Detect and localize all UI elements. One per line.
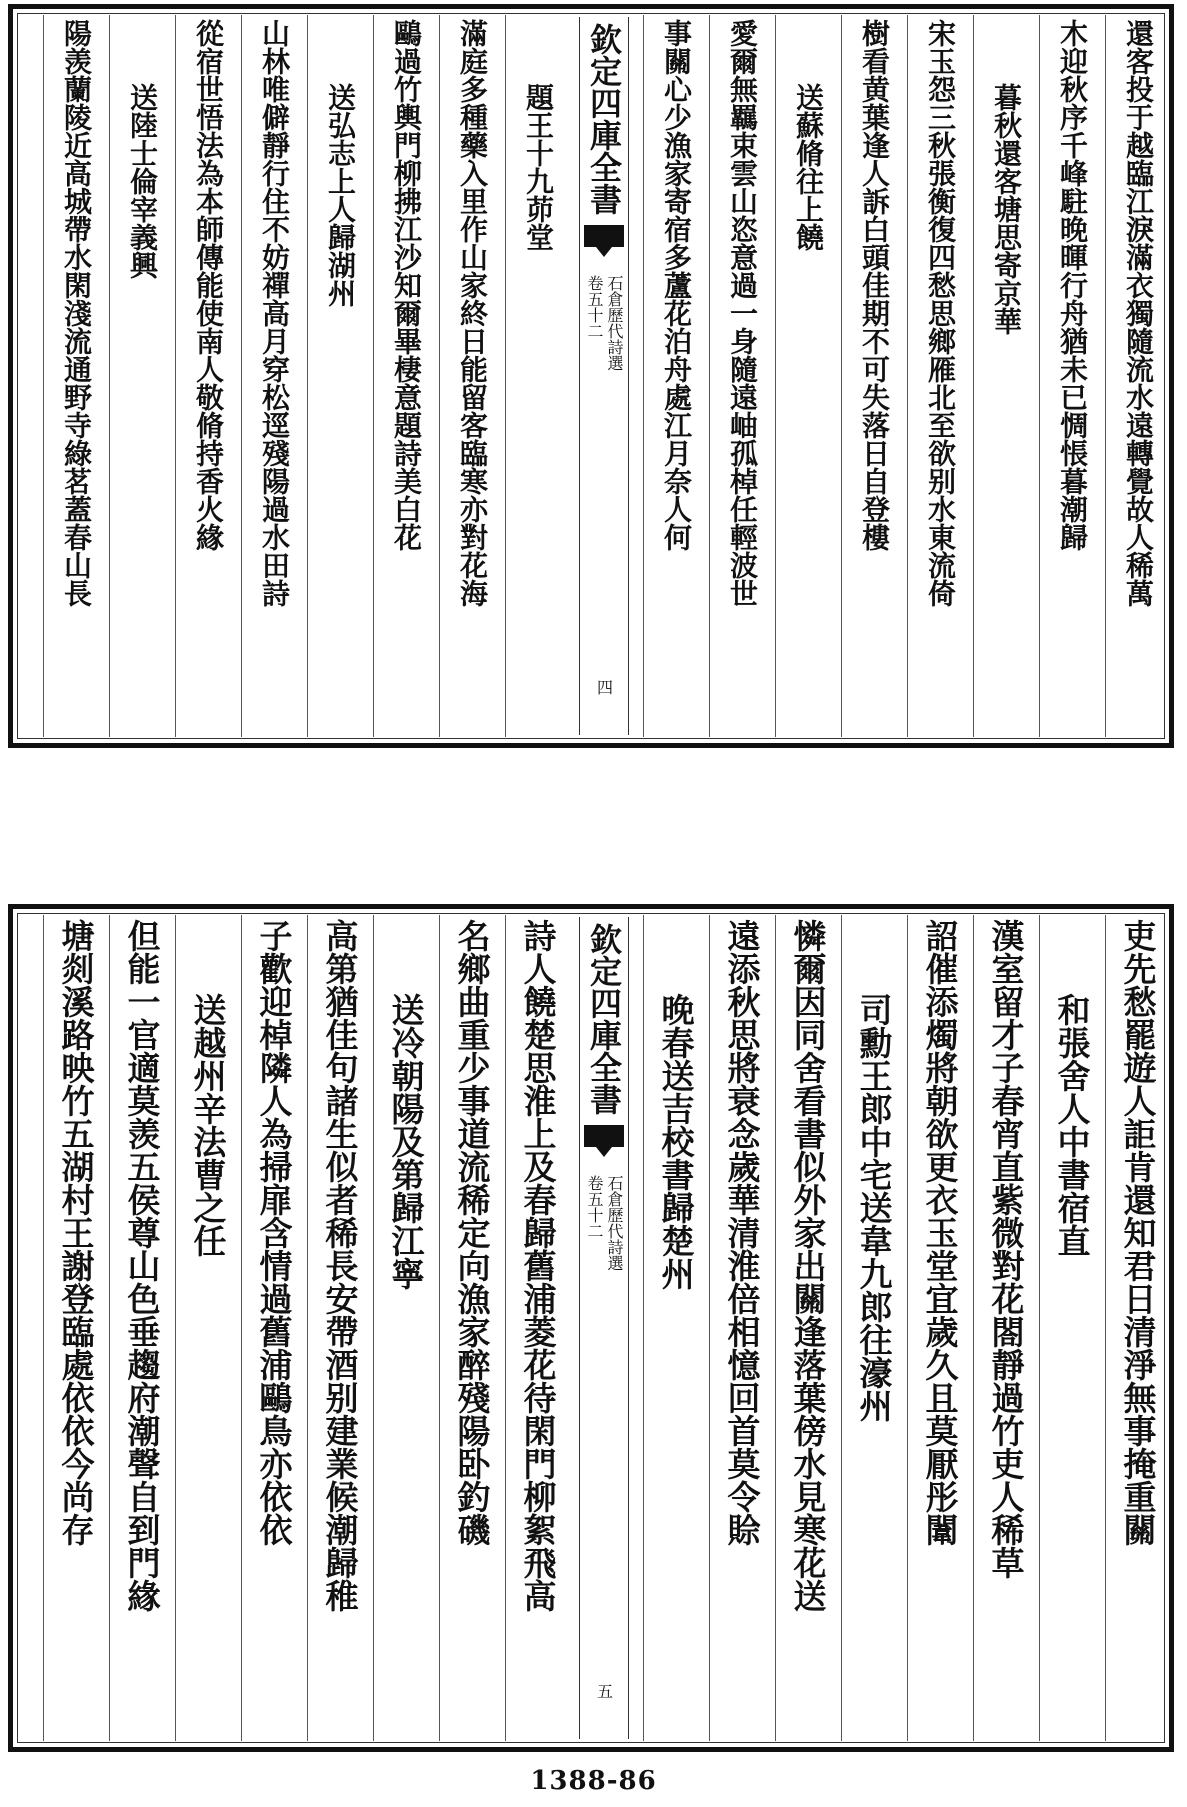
poem-line: 從宿世悟法為本師傳能使南人敬脩持香火緣 [192, 19, 225, 551]
column-rule [643, 15, 644, 737]
text-column [51, 919, 101, 1737]
poem-line: 鷗過竹輿門柳拂江沙知爾畢棲意題詩美白花 [390, 19, 423, 551]
text-column [717, 919, 767, 1737]
text-column [783, 919, 833, 1737]
poem-line: 名鄉曲重少事道流稀定向漁家醉殘陽卧釣磯 [452, 919, 492, 1546]
poem-line: 遠添秋思將衰念歲華清淮倍相憶回首莫令賒 [722, 919, 762, 1546]
text-column [51, 19, 101, 733]
text-column [513, 19, 563, 733]
text-column [183, 919, 233, 1737]
column-rule [439, 915, 440, 1741]
poem-line: 樹看黄葉逢人訴白頭佳期不可失落日自登樓 [858, 19, 891, 551]
page-number: 1388-86 [530, 1766, 657, 1796]
bottom-center-book: 石倉歷代詩選 [605, 1175, 624, 1271]
column-rule [907, 15, 908, 737]
column-rule [841, 15, 842, 737]
text-column [381, 19, 431, 733]
column-rule [907, 915, 908, 1741]
text-column [915, 19, 965, 733]
top-center-info [585, 275, 623, 371]
column-rule [973, 915, 974, 1741]
bottom-fishtail-mark [584, 1125, 624, 1159]
column-rule [43, 15, 44, 737]
poem-line: 事關心少漁家寄宿多蘆花泊舟處江月奈人何 [660, 19, 693, 551]
poem-title: 暮秋還客塘思寄京華 [990, 83, 1023, 335]
text-column [1113, 19, 1163, 733]
top-center-page: 四 [594, 679, 614, 695]
poem-title: 送冷朝陽及第歸江寧 [386, 993, 426, 1290]
text-column [915, 919, 965, 1737]
text-column [447, 19, 497, 733]
bottom-center-page: 五 [594, 1683, 614, 1699]
text-column [717, 19, 767, 733]
column-rule [505, 915, 506, 1741]
column-rule [643, 915, 644, 1741]
column-rule [1039, 15, 1040, 737]
poem-title: 送越州辛法曹之任 [188, 993, 228, 1257]
column-rule [307, 915, 308, 1741]
poem-line: 陽羡蘭陵近高城帶水閑淺流通野寺綠茗蓋春山長 [60, 19, 93, 607]
poem-line: 詩人饒楚思淮上及春歸舊浦菱花待閑門柳絮飛高 [518, 919, 558, 1612]
top-page-frame [8, 4, 1174, 748]
column-rule [709, 915, 710, 1741]
poem-title: 和張舍人中書宿直 [1052, 993, 1092, 1257]
poem-line: 子歡迎棹隣人為掃扉含情過舊浦鷗鳥亦依依 [254, 919, 294, 1546]
column-rule [973, 15, 974, 737]
column-rule [1105, 15, 1106, 737]
top-center-book: 石倉歷代詩選 [605, 275, 624, 371]
poem-line: 還客投于越臨江淚滿衣獨隨流水遠轉覺故人稀萬 [1122, 19, 1155, 607]
poem-line: 憐爾因同舍看書似外家出關逢落葉傍水見寒花送 [788, 919, 828, 1612]
column-rule [43, 915, 44, 1741]
column-rule [505, 15, 506, 737]
text-column [849, 919, 899, 1737]
top-fishtail-mark [584, 225, 624, 259]
poem-line: 吏先愁罷遊人詎肯還知君日清淨無事掩重關 [1118, 919, 1158, 1546]
poem-line: 木迎秋序千峰駐晚暉行舟猶未已惆悵暮潮歸 [1056, 19, 1089, 551]
text-column [315, 19, 365, 733]
column-rule [775, 15, 776, 737]
column-rule [109, 915, 110, 1741]
poem-line: 詔催添燭將朝欲更衣玉堂宜歲久且莫厭彤闈 [920, 919, 960, 1546]
text-column [513, 919, 563, 1737]
bottom-center-volume: 卷五十二 [585, 1175, 604, 1239]
text-column [651, 919, 701, 1737]
text-column [315, 919, 365, 1737]
top-page-center-fold [579, 17, 629, 735]
column-rule [1039, 915, 1040, 1741]
text-column [381, 919, 431, 1737]
poem-title: 題王十九茆堂 [522, 83, 555, 251]
text-column [249, 919, 299, 1737]
bottom-center-title: 欽定四庫全書 [585, 923, 623, 1115]
bottom-center-info [585, 1175, 623, 1271]
top-center-title: 欽定四庫全書 [585, 23, 623, 215]
column-rule [1105, 915, 1106, 1741]
column-rule [373, 915, 374, 1741]
text-column [249, 19, 299, 733]
poem-title: 送陸士倫宰義興 [126, 83, 159, 279]
text-column [183, 19, 233, 733]
poem-title: 送蘇脩往上饒 [792, 83, 825, 251]
poem-line: 高第猶佳句諸生似者稀長安帶酒别建業候潮歸稚 [320, 919, 360, 1612]
poem-line: 但能一官適莫羡五侯尊山色垂趨府潮聲自到門緣 [122, 919, 162, 1612]
poem-line: 山林唯僻靜行住不妨禪高月穿松逕殘陽過水田詩 [258, 19, 291, 607]
column-rule [241, 15, 242, 737]
text-column [981, 19, 1031, 733]
poem-line: 塘剡溪路映竹五湖村王謝登臨處依依今尚存 [56, 919, 96, 1546]
text-column [117, 19, 167, 733]
poem-title: 晚春送吉校書歸楚州 [656, 993, 696, 1290]
text-column [117, 919, 167, 1737]
column-rule [241, 915, 242, 1741]
text-column [651, 19, 701, 733]
poem-line: 滿庭多種藥入里作山家終日能留客臨寒亦對花海 [456, 19, 489, 607]
text-column [783, 19, 833, 733]
text-column [981, 919, 1031, 1737]
column-rule [109, 15, 110, 737]
text-column [447, 919, 497, 1737]
text-column [1047, 919, 1097, 1737]
column-rule [175, 15, 176, 737]
bottom-page-frame [8, 904, 1174, 1752]
column-rule [373, 15, 374, 737]
column-rule [775, 915, 776, 1741]
bottom-page-center-fold [579, 917, 629, 1739]
poem-line: 愛爾無羈束雲山恣意過一身隨遠岫孤棹任輕波世 [726, 19, 759, 607]
column-rule [439, 15, 440, 737]
column-rule [175, 915, 176, 1741]
text-column [1047, 19, 1097, 733]
poem-title: 司勳王郎中宅送韋九郎往濠州 [854, 993, 894, 1422]
poem-line: 宋玉怨三秋張衡復四愁思鄉雁北至欲别水東流倚 [924, 19, 957, 607]
poem-title: 送弘志上人歸湖州 [324, 83, 357, 307]
text-column [849, 19, 899, 733]
column-rule [841, 915, 842, 1741]
column-rule [709, 15, 710, 737]
column-rule [307, 15, 308, 737]
top-center-volume: 卷五十二 [585, 275, 604, 339]
text-column [1113, 919, 1163, 1737]
poem-line: 漢室留才子春宵直紫微對花閤靜過竹吏人稀草 [986, 919, 1026, 1579]
